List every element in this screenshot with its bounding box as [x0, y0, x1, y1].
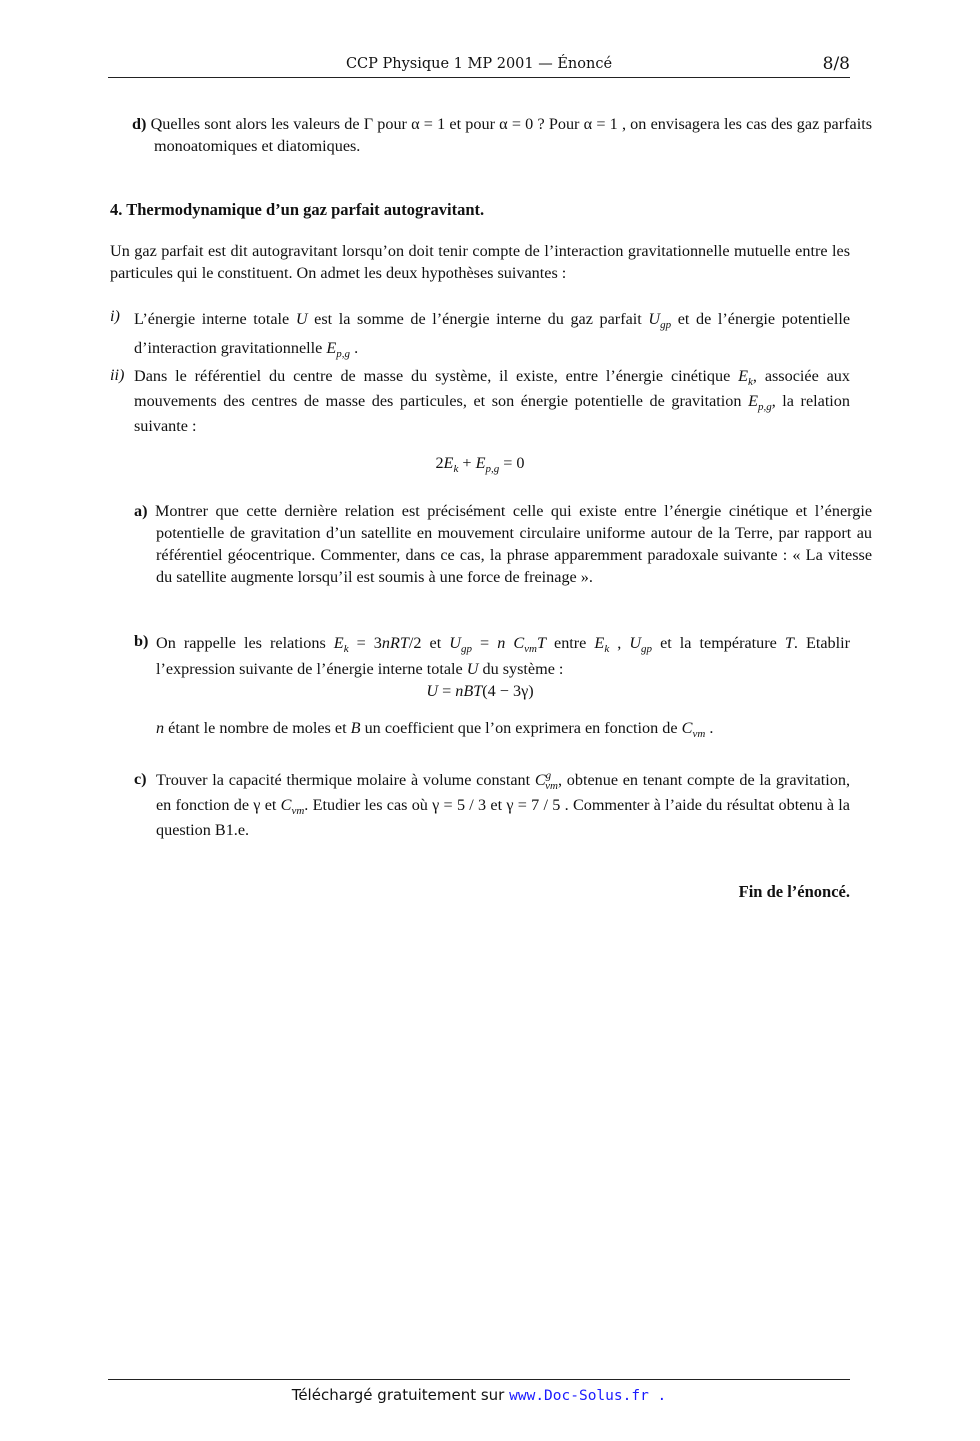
page-footer	[108, 1386, 850, 1404]
hypothesis-i-text-c: et de l’énergie potentielle d’interaction gravitationnelle	[134, 310, 851, 357]
hypothesis-i: i) L’énergie interne totale U est la somme de l’énergie interne du gaz parfait $U_{gp}$ et de l’énergie potentielle d’interaction gravitationnelle $E_{p,g}$ .	[110, 307, 851, 361]
question-b-text-f: du système :	[482, 660, 564, 678]
question-b-text-c: entre	[554, 634, 587, 652]
hypothesis-ii-text-b: , associée aux mouvements des centres de masse des particules, et son énergie potentielle de gravitation	[134, 367, 850, 410]
hypothesis-i-text-a: L’énergie interne totale	[134, 310, 290, 328]
symbol-Ek: $E_k$	[738, 367, 753, 389]
hypothesis-i-text-b: est la somme de l’énergie interne du gaz parfait	[314, 310, 642, 328]
hypothesis-ii-label: ii)	[110, 366, 125, 384]
footer-dot: .	[648, 1388, 667, 1404]
question-b-text-e: . Etablir l’expression suivante de l’énergie interne totale	[156, 634, 851, 678]
header-rule	[108, 77, 850, 78]
hypothesis-ii-text-c: , la relation suivante :	[134, 392, 850, 435]
symbol-Epg-2: $E_{p,g}$	[748, 392, 772, 414]
hypothesis-ii	[110, 364, 850, 439]
question-d	[132, 113, 872, 157]
footer-rule	[108, 1379, 850, 1380]
header-title: CCP Physique 1 MP 2001 — Énoncé	[345, 56, 613, 72]
section-4-title: 4. Thermodynamique d’un gaz parfait autogravitant.	[110, 200, 485, 219]
question-d-label: d)	[132, 115, 147, 133]
question-b-text-d: et la température	[660, 634, 777, 652]
footer-text: Téléchargé gratuitement sur	[291, 1386, 505, 1404]
question-c-text-b: , obtenue en tenant compte de la gravitation, en fonction de γ et	[156, 771, 851, 814]
footer-link[interactable]: www.Doc-Solus.fr	[509, 1388, 649, 1404]
question-b-after-b: un coefficient que l’on exprimera en fonction de	[364, 719, 678, 737]
hypothesis-i-label: i)	[110, 307, 120, 325]
question-b: b) On rappelle les relations $E_k = 3nRT/2$ et $U_{gp} = n$ $C_{vm}T$ entre $E_k$ , $U_{gp}$ et la température T. Etablir l’expression suivante de l’énergie interne totale U du système :	[134, 632, 851, 678]
question-b-text-b: et	[429, 634, 442, 652]
question-a-label: a)	[134, 502, 148, 520]
question-b-followup: n étant le nombre de moles et B un coefficient que l’on exprimera en fonction de $C_{vm}$ .	[156, 719, 714, 741]
equation-internal-energy: U = nBT(4 − 3γ)	[426, 682, 534, 700]
question-d-text: Quelles sont alors les valeurs de Γ pour α = 1 et pour α = 0 ? Pour α = 1 , on envisagera les cas des gaz parfaits monoatomiques et diatomiques.	[150, 115, 872, 155]
symbol-U: U	[295, 310, 308, 328]
page-header	[108, 54, 850, 78]
question-b-label: b)	[134, 632, 149, 650]
question-c-label: c)	[134, 770, 147, 788]
question-a-text: Montrer que cette dernière relation est précisément celle qui existe entre l’énergie cinétique et l’énergie potentielle de gravitation d’un satellite en mouvement circulaire uniforme autour de la Terre, par rapport au référentiel géocentrique. Commenter, dans ce cas, la phrase apparemment paradoxale suivante : « La vitesse du satellite augmente lorsqu’il est soumis à une force de freinage ».	[154, 502, 873, 586]
section-4-intro: Un gaz parfait est dit autogravitant lorsqu’on doit tenir compte de l’interaction gravitationnelle mutuelle entre les particules qui le constituent. On admet les deux hypothèses suivantes :	[110, 242, 850, 282]
question-c-text-c: . Etudier les cas où γ = 5 / 3 et γ = 7 / 5 . Commenter à l’aide du résultat obtenu à la question B1.e.	[156, 796, 850, 839]
question-c: c) Trouver la capacité thermique molaire à volume constant $C^g_{vm}$, obtenue en tenant compte de la gravitation, en fonction de γ et $C_{vm}$. Etudier les cas où γ = 5 / 3 et γ = 7 / 5 . Commenter à l’aide du résultat obtenu à la question B1.e.	[134, 769, 851, 839]
question-c-text-a: Trouver la capacité thermique molaire à volume constant	[156, 771, 531, 789]
header-page-number: 8/8	[822, 54, 850, 74]
symbol-Epg: $E_{p,g}$	[326, 339, 351, 361]
equation-virial: $2E_k + E_{p,g} = 0$	[435, 454, 525, 476]
question-b-after-a: étant le nombre de moles et	[168, 719, 347, 737]
question-a	[134, 500, 872, 588]
symbol-Ugp: $U_{gp}$	[648, 310, 672, 332]
hypothesis-ii-text-a: Dans le référentiel du centre de masse du système, il existe, entre l’énergie cinétique	[134, 367, 731, 385]
question-b-text-a: On rappelle les relations	[156, 634, 326, 652]
end-of-statement: Fin de l’énoncé.	[738, 882, 850, 901]
